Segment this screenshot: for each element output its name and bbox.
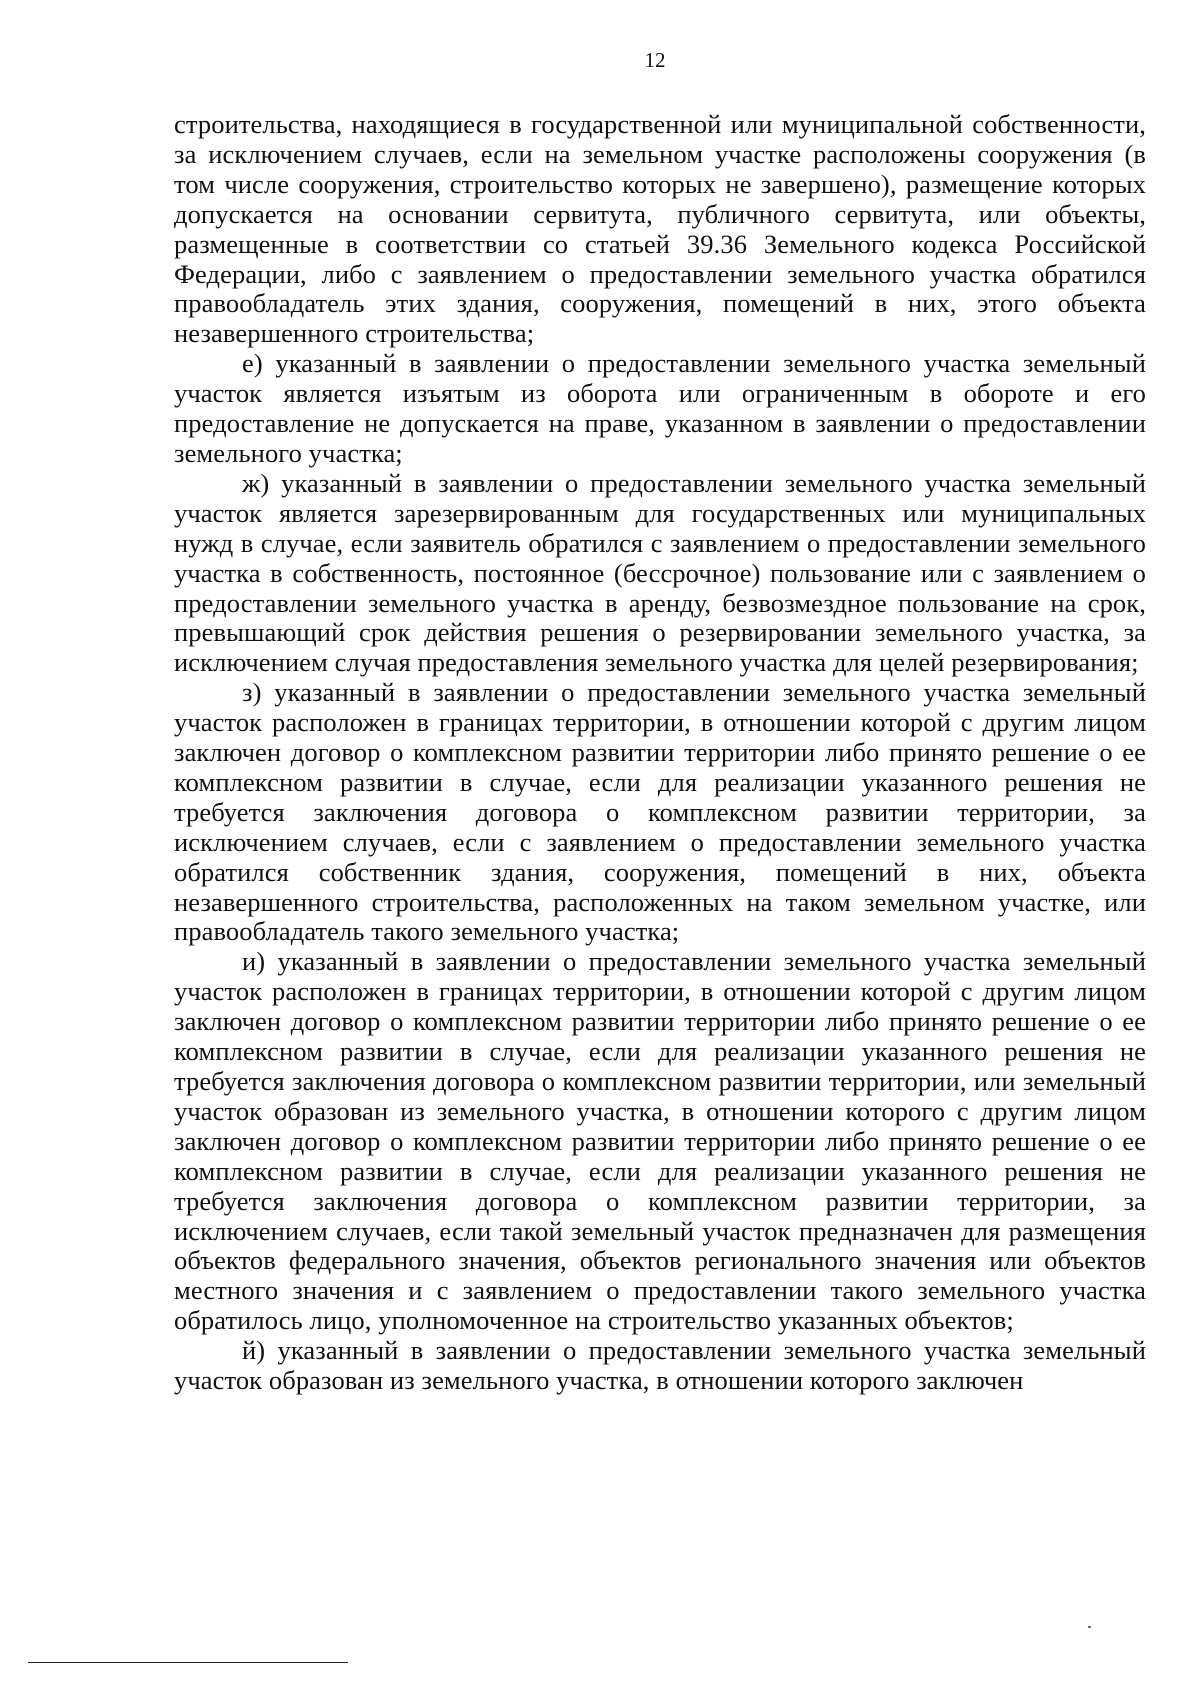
paragraph-item-zh: ж) указанный в заявлении о предоставлении земельного участка земельный участок является зарезервированным для государственных или муниципальных нужд в случае, если заявитель обратился с заявлением о предоставлении земельного участка в собственность, постоянное (бессрочное) пользование или с заявлением о предоставлении земельного участка в аренду, безвозмездное пользование на срок, превышающий срок действия решения о резервировании земельного участка, за исключением случая предоставления земельного участка для целей резервирования;	[174, 467, 1146, 678]
paragraph-item-e: е) указанный в заявлении о предоставлении земельного участка земельный участок является изъятым из оборота или ограниченным в обороте и его предоставление не допускается на праве, указанном в заявлении о предоставлении земельного участка;	[174, 348, 1146, 468]
footer-rule	[28, 1662, 348, 1663]
paragraph-continuation: строительства, находящиеся в государственной или муниципальной собственности, за исключением случаев, если на земельном участке расположены сооружения (в том числе сооружения, строительство которых не завершено), размещение которых допускается на основании сервитута, публичного сервитута, или объекты, размещенные в соответствии со статьей 39.36 Земельного кодекса Российской Федерации, либо с заявлением о предоставлении земельного участка обратился правообладатель этих здания, сооружения, помещений в них, этого объекта незавершенного строительства;	[174, 109, 1146, 349]
paragraph-item-iy: й) указанный в заявлении о предоставлении земельного участка земельный участок образован из земельного участка, в отношении которого заключен	[174, 1335, 1146, 1396]
scan-speck	[1088, 1626, 1091, 1628]
page-number: 12	[644, 48, 666, 72]
paragraph-item-i: и) указанный в заявлении о предоставлении земельного участка земельный участок расположен в границах территории, в отношении которой с другим лицом заключен договор о комплексном развитии территории либо принято решение о ее комплексном развитии в случае, если для реализации указанного решения не требуется заключения договора о комплексном развитии территории, или земельный участок образован из земельного участка, в отношении которого с другим лицом заключен договор о комплексном развитии территории либо принято решение о ее комплексном развитии в случае, если для реализации указанного решения не требуется заключения договора о комплексном развитии территории, за исключением случаев, если такой земельный участок предназначен для размещения объектов федерального значения, объектов регионального значения или объектов местного значения и с заявлением о предоставлении такого земельного участка обратилось лицо, уполномоченное на строительство указанных объектов;	[174, 946, 1146, 1336]
document-body	[174, 110, 1146, 1396]
paragraph-item-z: з) указанный в заявлении о предоставлении земельного участка земельный участок расположен в границах территории, в отношении которой с другим лицом заключен договор о комплексном развитии территории либо принято решение о ее комплексном развитии в случае, если для реализации указанного решения не требуется заключения договора о комплексном развитии территории, за исключением случаев, если с заявлением о предоставлении земельного участка обратился собственник здания, сооружения, помещений в них, объекта незавершенного строительства, расположенных на таком земельном участке, или правообладатель такого земельного участка;	[174, 677, 1146, 947]
